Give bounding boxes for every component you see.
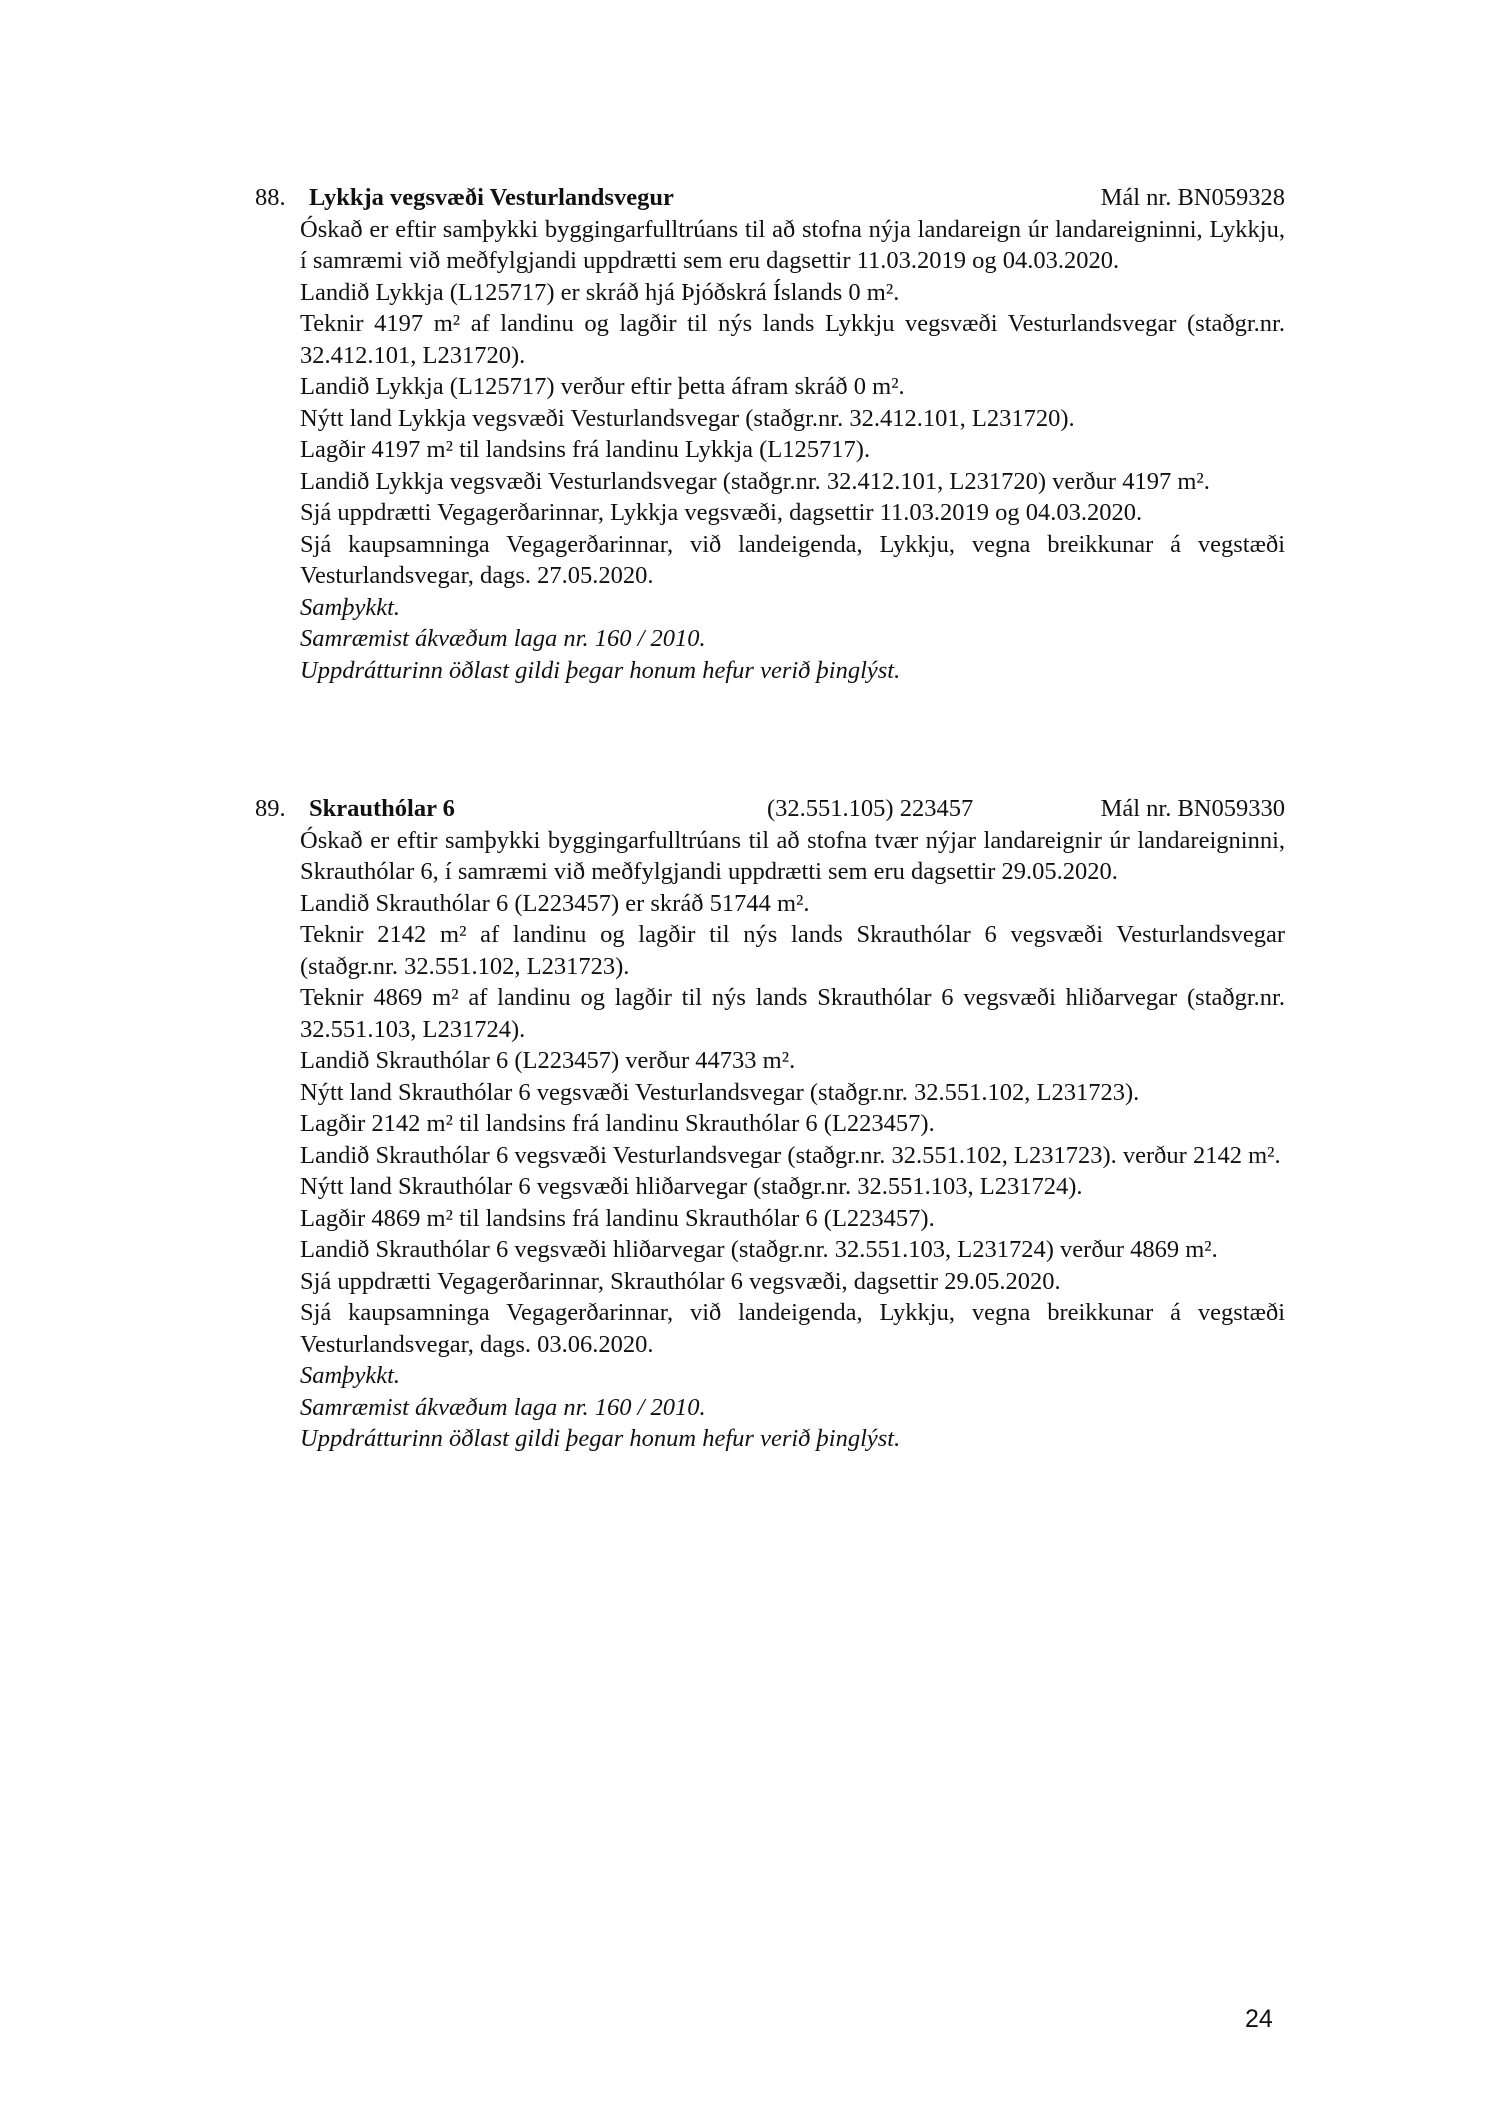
land-id: (32.551.105) 223457 (767, 795, 974, 822)
agenda-item-89 (255, 793, 1285, 1455)
item-paragraph: Óskað er eftir samþykki byggingarfulltrúans til að stofna tvær nýjar landareignir úr landareigninni, Skrauthólar 6, í samræmi við meðfylgjandi uppdrætti sem eru dagsettir 29.05.2020. (300, 826, 1285, 885)
item-paragraph: Nýtt land Skrauthólar 6 vegsvæði hliðarvegar (staðgr.nr. 32.551.103, L231724). (300, 1173, 1083, 1200)
item-paragraph: Lagðir 4197 m² til landsins frá landinu Lykkja (L125717). (300, 436, 871, 463)
item-paragraph: Landið Lykkja (L125717) verður eftir þetta áfram skráð 0 m². (300, 373, 905, 400)
case-number: Mál nr. BN059328 (1100, 184, 1285, 211)
item-paragraph: Landið Lykkja (L125717) er skráð hjá Þjóðskrá Íslands 0 m². (300, 278, 900, 306)
case-number: Mál nr. BN059330 (1100, 795, 1285, 822)
item-number: 89. (255, 795, 286, 822)
item-paragraph: Landið Lykkja vegsvæði Vesturlandsvegar (staðgr.nr. 32.412.101, L231720) verður 4197 m². (300, 467, 1210, 495)
agenda-item-88 (255, 182, 1285, 686)
item-paragraph: Sjá uppdrætti Vegagerðarinnar, Skrauthólar 6 vegsvæði, dagsettir 29.05.2020. (300, 1267, 1061, 1295)
item-paragraph: Óskað er eftir samþykki byggingarfulltrúans til að stofna nýja landareign úr landareigninni, Lykkju, í samræmi við meðfylgjandi uppdrætti sem eru dagsettir 11.03.2019 og 04.03.2020. (300, 215, 1285, 274)
decision-text: Samþykkt. (300, 1362, 400, 1389)
item-paragraph: Landið Skrauthólar 6 (L223457) er skráð 51744 m². (300, 889, 810, 917)
item-paragraph: Lagðir 4869 m² til landsins frá landinu Skrauthólar 6 (L223457). (300, 1204, 935, 1232)
item-body (300, 825, 1285, 1455)
item-paragraph: Landið Skrauthólar 6 vegsvæði Vesturlandsvegar (staðgr.nr. 32.551.102, L231723). verður 2142 m². (300, 1141, 1281, 1169)
page-number: 24 (1245, 2005, 1273, 2033)
item-paragraph: Sjá kaupsamninga Vegagerðarinnar, við landeigenda, Lykkju, vegna breikkunar á vegstæði Vesturlandsvegar, dags. 03.06.2020. (300, 1299, 1285, 1358)
item-paragraph: Teknir 4869 m² af landinu og lagðir til nýs lands Skrauthólar 6 vegsvæði hliðarvegar (staðgr.nr. 32.551.103, L231724). (300, 984, 1285, 1043)
decision-text: Samræmist ákvæðum laga nr. 160 / 2010. (300, 1393, 706, 1421)
item-header (255, 182, 1285, 214)
item-header (255, 793, 1285, 825)
item-paragraph: Landið Skrauthólar 6 (L223457) verður 44733 m². (300, 1047, 796, 1074)
item-paragraph: Lagðir 2142 m² til landsins frá landinu Skrauthólar 6 (L223457). (300, 1110, 935, 1137)
item-paragraph: Sjá uppdrætti Vegagerðarinnar, Lykkja vegsvæði, dagsettir 11.03.2019 og 04.03.2020. (300, 499, 1143, 526)
item-number: 88. (255, 184, 286, 211)
decision-text: Samræmist ákvæðum laga nr. 160 / 2010. (300, 625, 706, 652)
item-paragraph: Nýtt land Lykkja vegsvæði Vesturlandsvegar (staðgr.nr. 32.412.101, L231720). (300, 404, 1075, 432)
item-body (300, 214, 1285, 687)
decision-text: Uppdrátturinn öðlast gildi þegar honum hefur verið þinglýst. (300, 1425, 901, 1452)
item-paragraph: Teknir 2142 m² af landinu og lagðir til nýs lands Skrauthólar 6 vegsvæði Vesturlandsvegar (staðgr.nr. 32.551.102, L231723). (300, 921, 1285, 980)
item-title: Skrauthólar 6 (309, 795, 455, 822)
item-paragraph: Sjá kaupsamninga Vegagerðarinnar, við landeigenda, Lykkju, vegna breikkunar á vegstæði Vesturlandsvegar, dags. 27.05.2020. (300, 530, 1285, 589)
item-paragraph: Teknir 4197 m² af landinu og lagðir til nýs lands Lykkju vegsvæði Vesturlandsvegar (staðgr.nr. 32.412.101, L231720). (300, 310, 1285, 369)
item-paragraph: Landið Skrauthólar 6 vegsvæði hliðarvegar (staðgr.nr. 32.551.103, L231724) verður 4869 m². (300, 1236, 1218, 1263)
decision-text: Samþykkt. (300, 593, 400, 621)
item-title: Lykkja vegsvæði Vesturlandsvegur (309, 184, 674, 211)
item-paragraph: Nýtt land Skrauthólar 6 vegsvæði Vesturlandsvegar (staðgr.nr. 32.551.102, L231723). (300, 1078, 1140, 1106)
decision-text: Uppdrátturinn öðlast gildi þegar honum hefur verið þinglýst. (300, 656, 901, 684)
